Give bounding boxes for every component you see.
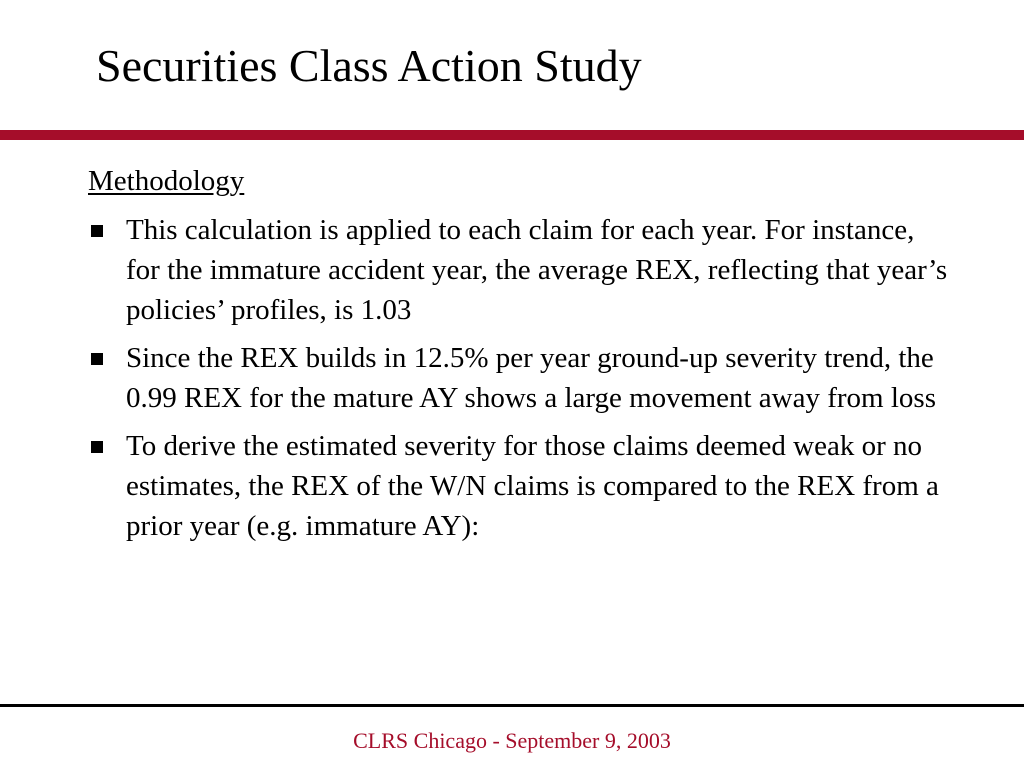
square-bullet-icon bbox=[91, 225, 103, 237]
slide-footer: CLRS Chicago - September 9, 2003 bbox=[353, 728, 671, 753]
bullet-text: To derive the estimated severity for those claims deemed weak or no estimates, the REX of the W/N claims is compared to the REX from a prior year (e.g. immature AY): bbox=[126, 430, 939, 542]
bullet-item bbox=[88, 426, 948, 546]
square-bullet-icon bbox=[91, 441, 103, 453]
square-bullet-icon bbox=[91, 353, 103, 365]
footer-divider bbox=[0, 704, 1024, 707]
section-heading: Methodology bbox=[88, 165, 245, 197]
bullet-item bbox=[88, 210, 948, 330]
bullet-item bbox=[88, 338, 948, 418]
bullet-text: Since the REX builds in 12.5% per year ground-up severity trend, the 0.99 REX for the mature AY shows a large movement away from loss bbox=[126, 342, 936, 414]
bullet-text: This calculation is applied to each claim for each year. For instance, for the immature accident year, the average REX, reflecting that year’s policies’ profiles, is 1.03 bbox=[126, 214, 948, 326]
bullet-list bbox=[88, 210, 948, 554]
title-divider bbox=[0, 130, 1024, 140]
slide-title: Securities Class Action Study bbox=[96, 40, 642, 91]
